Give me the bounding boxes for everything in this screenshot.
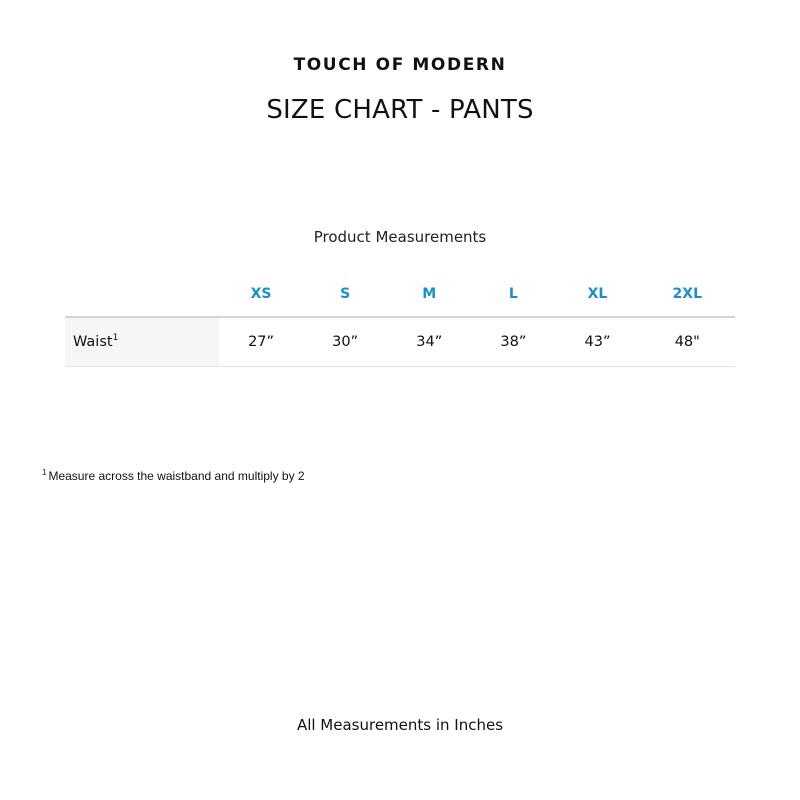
- footnote-reference: 1: [112, 333, 119, 344]
- waist-value-xs: 27”: [219, 317, 303, 367]
- page-title: SIZE CHART - PANTS: [266, 95, 534, 125]
- waist-value-xl: 43”: [555, 317, 639, 367]
- waist-value-2xl: 48": [640, 317, 735, 367]
- waist-value-l: 38”: [471, 317, 555, 367]
- row-label-text: Waist: [73, 334, 113, 350]
- section-title: Product Measurements: [313, 228, 487, 246]
- size-header-xl: XL: [555, 272, 639, 317]
- brand-logo: TOUCH OF MODERN: [293, 55, 507, 75]
- size-header-row: [65, 272, 735, 317]
- size-header-s: S: [303, 272, 387, 317]
- size-header-xs: XS: [219, 272, 303, 317]
- size-header-m: M: [387, 272, 471, 317]
- size-header-2xl: 2XL: [640, 272, 735, 317]
- footnote-marker: 1: [42, 468, 47, 477]
- size-table: [65, 272, 735, 367]
- row-label-waist: [65, 317, 219, 367]
- footnote: [42, 468, 305, 483]
- waist-value-s: 30”: [303, 317, 387, 367]
- table-row-waist: [65, 317, 735, 367]
- table-corner-cell: [65, 272, 219, 317]
- size-header-l: L: [471, 272, 555, 317]
- units-note: All Measurements in Inches: [296, 716, 504, 734]
- waist-value-m: 34”: [387, 317, 471, 367]
- footnote-text: Measure across the waistband and multiply by 2: [48, 469, 305, 483]
